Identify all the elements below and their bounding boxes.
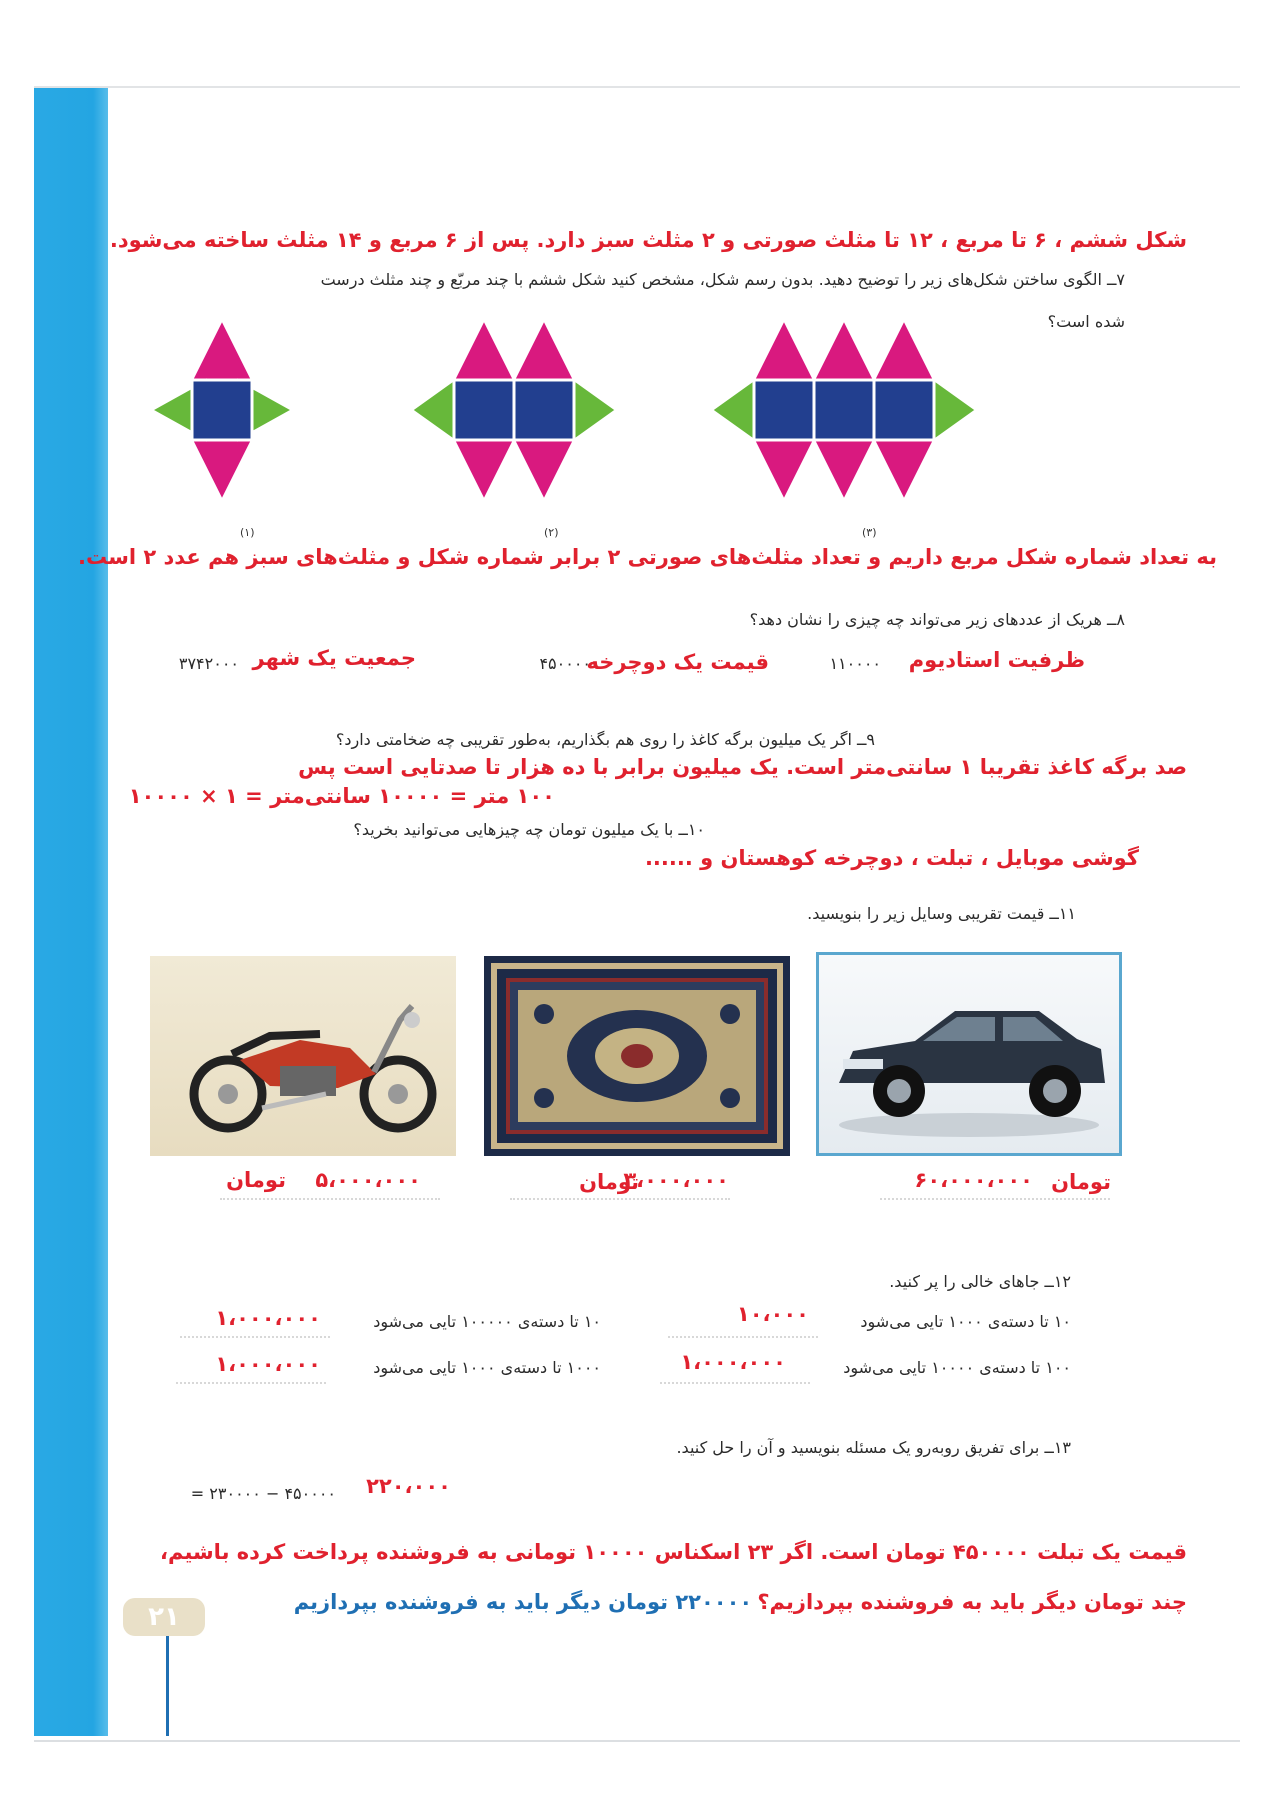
q13-result: ۲۲۰،۰۰۰ <box>366 1474 451 1498</box>
q13-answer-line1: قیمت یک تبلت ۴۵۰۰۰۰ تومان است. اگر ۲۳ اسکناس ۱۰۰۰۰ تومانی به فروشنده پرداخت کرده باشیم، <box>160 1540 1187 1564</box>
q12-row-1-text: ۱۰ تا دسته‌ی ۱۰۰۰ تایی می‌شود <box>860 1312 1071 1331</box>
motorcycle-image <box>150 956 456 1156</box>
page-number-line <box>166 1636 169 1736</box>
q7-answer-text: شکل ششم ، ۶ تا مربع ، ۱۲ تا مثلث صورتی و ۲ مثلث سبز دارد. پس از ۶ مربع و ۱۴ مثلث ساخته می‌شود. <box>109 228 1187 252</box>
q12-row-4-line <box>176 1382 326 1384</box>
q8-question: ۸ــ هریک از عددهای زیر می‌تواند چه چیزی را نشان دهد؟ <box>749 610 1125 629</box>
figure-1 <box>152 320 292 500</box>
motorcycle-price-line <box>220 1198 440 1200</box>
figure-label-1: (۱) <box>240 526 255 539</box>
q12-row-3-answer: ۱،۰۰۰،۰۰۰ <box>215 1306 321 1330</box>
q9-question: ۹ــ اگر یک میلیون برگه کاغذ را روی هم بگذاریم، به‌طور تقریبی چه ضخامتی دارد؟ <box>335 730 875 749</box>
blue-side-bar <box>34 88 108 1736</box>
q12-row-2-answer: ۱،۰۰۰،۰۰۰ <box>680 1350 786 1374</box>
car-price-line <box>880 1198 1110 1200</box>
q12-row-1-answer: ۱۰،۰۰۰ <box>736 1302 809 1326</box>
q8-answer-2: قیمت یک دوچرخه <box>586 650 769 674</box>
figure-3 <box>712 320 976 500</box>
pattern-figures <box>150 318 1030 508</box>
q7-question-line1: ۷ــ الگوی ساختن شکل‌های زیر را توضیح دهید. بدون رسم شکل، مشخص کنید شکل ششم با چند مربّع و چند مثلث درست <box>320 270 1125 289</box>
q9-answer-line1: صد برگه کاغذ تقریبا ۱ سانتی‌متر است. یک میلیون برابر با ده هزار تا صدتایی است پس <box>298 755 1187 779</box>
q8-answer-3: جمعیت یک شهر <box>252 646 416 670</box>
q13-expression: ۴۵۰۰۰۰ − ۲۳۰۰۰۰ = <box>190 1484 336 1503</box>
pattern-answer-text: به تعداد شماره شکل مربع داریم و تعداد مثلث‌های صورتی ۲ برابر شماره شکل و مثلث‌های سبز هم عدد ۲ است. <box>78 545 1217 569</box>
q12-row-1-line <box>668 1336 818 1338</box>
q10-answer: گوشی موبایل ، تبلت ، دوچرخه کوهستان و ...... <box>644 846 1139 870</box>
q12-row-4-text: ۱۰۰۰ تا دسته‌ی ۱۰۰۰ تایی می‌شود <box>373 1358 601 1377</box>
carpet-price-unit: تومان <box>579 1170 639 1194</box>
q12-row-3-text: ۱۰ تا دسته‌ی ۱۰۰۰۰۰ تایی می‌شود <box>373 1312 601 1331</box>
q7-question-line2: شده است؟ <box>1047 312 1125 331</box>
q13-answer-line2-answer: ۲۲۰۰۰۰ تومان دیگر باید به فروشنده بپردازیم <box>293 1590 753 1614</box>
q12-row-2-text: ۱۰۰ تا دسته‌ی ۱۰۰۰۰ تایی می‌شود <box>843 1358 1071 1377</box>
q13-answer-line2 <box>294 1590 1187 1614</box>
car-image <box>816 952 1122 1156</box>
q10-question: ۱۰ــ با یک میلیون تومان چه چیزهایی می‌توانید بخرید؟ <box>353 820 705 839</box>
q12-question: ۱۲ــ جاهای خالی را پر کنید. <box>889 1272 1071 1291</box>
car-price: ۶۰،۰۰۰،۰۰۰ <box>914 1168 1033 1192</box>
q8-number-2: ۴۵۰۰۰۰ <box>539 654 591 673</box>
figure-2 <box>412 320 616 500</box>
q8-number-1: ۱۱۰۰۰۰ <box>829 654 881 673</box>
motorcycle-price: ۵،۰۰۰،۰۰۰ <box>315 1168 421 1192</box>
page-number: ۲۱ <box>123 1598 205 1636</box>
motorcycle-price-unit: تومان <box>226 1168 286 1192</box>
car-price-unit: تومان <box>1051 1170 1111 1194</box>
carpet-image <box>484 956 790 1156</box>
figure-label-3: (۳) <box>862 526 877 539</box>
q12-row-4-answer: ۱،۰۰۰،۰۰۰ <box>215 1352 321 1376</box>
q11-question: ۱۱ــ قیمت تقریبی وسایل زیر را بنویسید. <box>807 904 1076 923</box>
q12-row-2-line <box>660 1382 810 1384</box>
figure-label-2: (۲) <box>544 526 559 539</box>
carpet-price-line <box>510 1198 730 1200</box>
q13-answer-line2-question: چند تومان دیگر باید به فروشنده بپردازیم؟ <box>757 1590 1187 1614</box>
q9-answer-line2: ۱۰۰ متر = ۱۰۰۰۰ سانتی‌متر = ۱ × ۱۰۰۰۰ <box>128 784 555 808</box>
q8-answer-1: ظرفیت استادیوم <box>908 648 1085 672</box>
q13-question: ۱۳ــ برای تفریق روبه‌رو یک مسئله بنویسید و آن را حل کنید. <box>676 1438 1071 1457</box>
q8-number-3: ۳۷۴۲۰۰۰ <box>178 654 239 673</box>
carpet-price: ۳،۰۰۰،۰۰۰ <box>623 1168 729 1192</box>
q12-row-3-line <box>180 1336 330 1338</box>
